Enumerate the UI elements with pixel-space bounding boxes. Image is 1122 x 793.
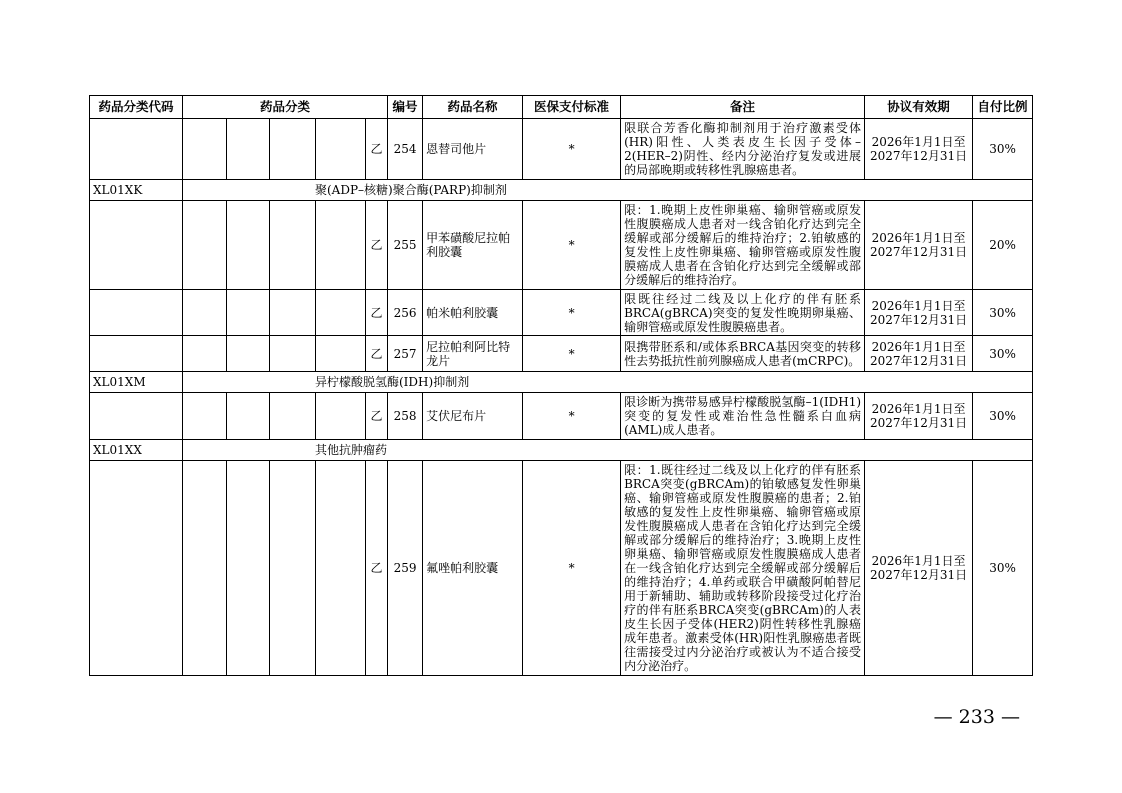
standard-cell: * (523, 201, 621, 290)
ratio-cell: 30% (973, 336, 1033, 372)
drug-name-cell: 帕米帕利胶囊 (423, 290, 523, 336)
table-row (90, 461, 1033, 676)
drug-name-cell: 艾伏尼布片 (423, 393, 523, 440)
header-standard: 医保支付标准 (523, 96, 621, 119)
validity-cell: 2026年1月1日至2027年12月31日 (865, 461, 973, 676)
number-cell: 255 (388, 201, 423, 290)
code-cell (90, 119, 183, 180)
standard-cell: * (523, 290, 621, 336)
class-cell: 乙 (366, 119, 388, 180)
header-category: 药品分类 (183, 96, 388, 119)
table-row (90, 201, 1033, 290)
category-label: 其他抗肿瘤药 (183, 440, 1033, 461)
class-cell: 乙 (366, 393, 388, 440)
category-row (90, 440, 1033, 461)
class-cell: 乙 (366, 290, 388, 336)
drug-name-cell: 恩替司他片 (423, 119, 523, 180)
header-code: 药品分类代码 (90, 96, 183, 119)
drug-catalog-table (89, 95, 1033, 676)
drug-name-cell: 甲苯磺酸尼拉帕利胶囊 (423, 201, 523, 290)
drug-name-cell: 氟唑帕利胶囊 (423, 461, 523, 676)
drug-name-cell: 尼拉帕利阿比特龙片 (423, 336, 523, 372)
number-cell: 258 (388, 393, 423, 440)
header-validity: 协议有效期 (865, 96, 973, 119)
remark-cell: 限既往经过二线及以上化疗的伴有胚系BRCA(gBRCA)突变的复发性晚期卵巢癌、输卵管癌或原发性腹膜癌患者。 (621, 290, 865, 336)
remark-cell: 限联合芳香化酶抑制剂用于治疗激素受体(HR)阳性、人类表皮生长因子受体–2(HER–2)阴性、经内分泌治疗复发或进展的局部晚期或转移性乳腺癌患者。 (621, 119, 865, 180)
validity-cell: 2026年1月1日至2027年12月31日 (865, 336, 973, 372)
standard-cell: * (523, 119, 621, 180)
header-ratio: 自付比例 (973, 96, 1033, 119)
table-row (90, 119, 1033, 180)
table-row (90, 336, 1033, 372)
category-code: XL01XX (90, 440, 183, 461)
validity-cell: 2026年1月1日至2027年12月31日 (865, 201, 973, 290)
remark-cell: 限：1.既往经过二线及以上化疗的伴有胚系BRCA突变(gBRCAm)的铂敏感复发性卵巢癌、输卵管癌或原发性腹膜癌的患者；2.铂敏感的复发性上皮性卵巢癌、输卵管癌或原发性腹膜癌成人患者在含铂化疗达到完全缓解或部分缓解后的维持治疗；3.晚期上皮性卵巢癌、输卵管癌或原发性腹膜癌成人患者在一线含铂化疗达到完全缓解或部分缓解后的维持治疗；4.单药或联合甲磺酸阿帕替尼用于新辅助、辅助或转移阶段接受过化疗治疗的伴有胚系BRCA突变(gBRCAm)的人表皮生长因子受体(HER2)阴性转移性乳腺癌成年患者。激素受体(HR)阳性乳腺癌患者既往需接受过内分泌治疗或被认为不适合接受内分泌治疗。 (621, 461, 865, 676)
category-code: XL01XK (90, 180, 183, 201)
ratio-cell: 30% (973, 393, 1033, 440)
ratio-cell: 30% (973, 290, 1033, 336)
table-row (90, 393, 1033, 440)
number-cell: 254 (388, 119, 423, 180)
ratio-cell: 20% (973, 201, 1033, 290)
standard-cell: * (523, 393, 621, 440)
ratio-cell: 30% (973, 461, 1033, 676)
remark-cell: 限诊断为携带易感异柠檬酸脱氢酶–1(IDH1)突变的复发性或难治性急性髓系白血病(AML)成人患者。 (621, 393, 865, 440)
validity-cell: 2026年1月1日至2027年12月31日 (865, 290, 973, 336)
page-number: — 233 — (933, 706, 1020, 728)
class-cell: 乙 (366, 461, 388, 676)
number-cell: 259 (388, 461, 423, 676)
number-cell: 256 (388, 290, 423, 336)
validity-cell: 2026年1月1日至2027年12月31日 (865, 119, 973, 180)
category-label: 异柠檬酸脱氢酶(IDH)抑制剂 (183, 372, 1033, 393)
standard-cell: * (523, 461, 621, 676)
class-cell: 乙 (366, 336, 388, 372)
category-label: 聚(ADP–核糖)聚合酶(PARP)抑制剂 (183, 180, 1033, 201)
standard-cell: * (523, 336, 621, 372)
category-row (90, 372, 1033, 393)
header-name: 药品名称 (423, 96, 523, 119)
header-number: 编号 (388, 96, 423, 119)
header-remark: 备注 (621, 96, 865, 119)
category-code: XL01XM (90, 372, 183, 393)
number-cell: 257 (388, 336, 423, 372)
remark-cell: 限携带胚系和/或体系BRCA基因突变的转移性去势抵抗性前列腺癌成人患者(mCRPC)。 (621, 336, 865, 372)
validity-cell: 2026年1月1日至2027年12月31日 (865, 393, 973, 440)
ratio-cell: 30% (973, 119, 1033, 180)
table-row (90, 290, 1033, 336)
remark-cell: 限：1.晚期上皮性卵巢癌、输卵管癌或原发性腹膜癌成人患者对一线含铂化疗达到完全缓解或部分缓解后的维持治疗；2.铂敏感的复发性上皮性卵巢癌、输卵管癌或原发性腹膜癌成人患者在含铂化疗达到完全缓解或部分缓解后的维持治疗。 (621, 201, 865, 290)
table-header-row (90, 96, 1033, 119)
class-cell: 乙 (366, 201, 388, 290)
category-row (90, 180, 1033, 201)
